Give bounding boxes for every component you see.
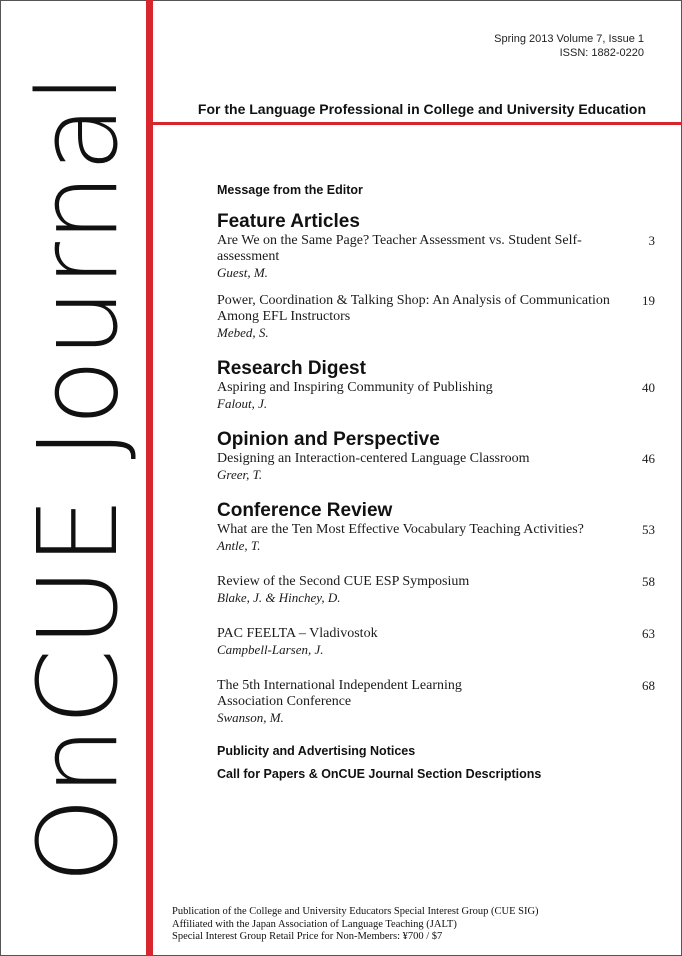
entry-page-number: 58 [642,574,655,589]
red-vertical-rule [146,0,153,956]
entry-page-number: 68 [642,678,655,693]
call-for-papers: Call for Papers & OnCUE Journal Section Descriptions [217,767,542,781]
entry-author: Greer, T. [217,467,263,482]
entry-page-number: 3 [648,233,655,248]
toc-entry[interactable] [217,451,655,483]
entry-author: Blake, J. & Hinchey, D. [217,590,341,605]
entry-title: Review of the Second CUE ESP Symposium [217,574,470,589]
toc-entry[interactable] [217,293,655,341]
toc-entry[interactable] [217,626,655,658]
entry-page-number: 40 [642,380,655,395]
editor-message: Message from the Editor [217,183,363,197]
entry-page-number: 19 [642,293,655,308]
toc-entry[interactable] [217,522,655,554]
entry-author: Antle, T. [217,538,261,553]
table-of-contents [217,183,655,781]
entry-author: Falout, J. [217,396,268,411]
entry-title: PAC FEELTA – Vladivostok [217,626,378,641]
entry-author: Campbell-Larsen, J. [217,642,324,657]
issue-info [494,32,644,60]
section-heading-conference-review: Conference Review [217,500,393,521]
footer-line-price: Special Interest Group Retail Price for Non-Members: ¥700 / $7 [172,931,443,942]
footer-line-affiliation: Affiliated with the Japan Association of Language Teaching (JALT) [172,918,457,930]
entry-author: Guest, M. [217,265,268,280]
tagline: For the Language Professional in College and University Education [197,101,646,117]
footer-line-publisher: Publication of the College and University Educators Special Interest Group (CUE SIG) [172,906,539,917]
entry-title: Designing an Interaction-centered Language Classroom [217,451,530,466]
journal-masthead: OnCUE Journal [14,72,142,884]
section-heading-feature-articles: Feature Articles [217,211,360,232]
entry-title: The 5th International Independent Learning Association Conference [217,678,462,709]
entry-title: Aspiring and Inspiring Community of Publishing [217,380,493,395]
publication-footer [172,906,539,944]
issue-volume: Spring 2013 Volume 7, Issue 1 [494,33,644,45]
issue-issn: ISSN: 1882-0220 [559,47,644,59]
section-heading-research-digest: Research Digest [217,358,366,379]
entry-page-number: 63 [642,626,655,641]
toc-entry[interactable] [217,678,655,726]
red-horizontal-rule [150,122,682,125]
entry-page-number: 53 [642,522,655,537]
entry-page-number: 46 [642,451,655,466]
toc-entry[interactable] [217,233,655,281]
toc-entry[interactable] [217,380,655,412]
section-heading-opinion-perspective: Opinion and Perspective [217,429,440,450]
toc-entry[interactable] [217,574,655,606]
entry-title: What are the Ten Most Effective Vocabulary Teaching Activities? [217,522,584,537]
entry-title: Are We on the Same Page? Teacher Assessment vs. Student Self-assessment [217,233,582,264]
entry-author: Mebed, S. [217,325,269,340]
entry-title: Power, Coordination & Talking Shop: An Analysis of Communication Among EFL Instructors [217,293,610,324]
entry-author: Swanson, M. [217,710,284,725]
publicity-notices: Publicity and Advertising Notices [217,744,416,758]
